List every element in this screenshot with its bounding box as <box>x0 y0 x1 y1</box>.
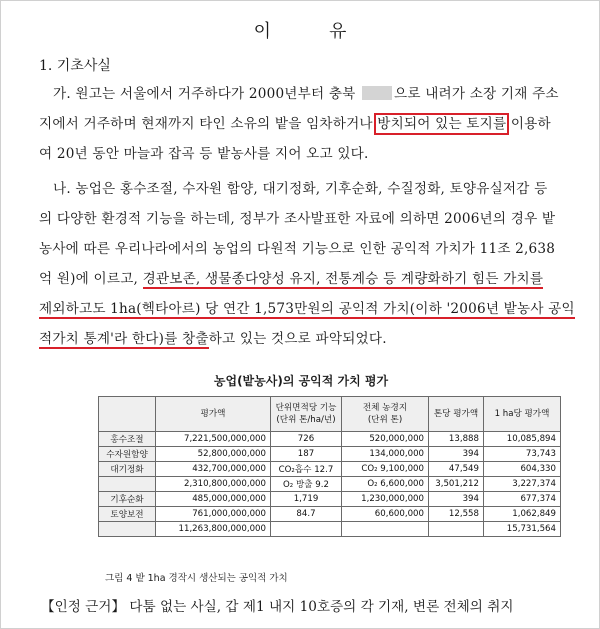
evidence-basis: 【인정 근거】 다툼 없는 사실, 갑 제1 내지 10호증의 각 기재, 변론 전체의 취지 <box>41 599 514 615</box>
table-cell <box>99 522 156 537</box>
underline-highlight: 제외하고도 1ha(헥타아르) 당 연간 1,573만원의 공익적 가치 <box>39 301 410 317</box>
para-na-line-4: 억 원)에 이르고, 경관보존, 생물종다양성 유지, 전통계승 등 계량화하기 힘든 가치를 <box>39 271 544 287</box>
page-title <box>1 17 600 43</box>
table-cell: 11,263,800,000,000 <box>156 522 271 537</box>
table-cell: 187 <box>271 447 342 462</box>
table-cell: 3,227,374 <box>484 477 561 492</box>
table-cell <box>99 477 156 492</box>
table-cell: 432,700,000,000 <box>156 462 271 477</box>
table-row <box>99 492 561 507</box>
header-cell: 1 ha당 평가액 <box>484 397 561 432</box>
table-cell: CO₂흡수 12.7 <box>271 462 342 477</box>
table-cell: 52,800,000,000 <box>156 447 271 462</box>
header-cell: 평가액 <box>156 397 271 432</box>
table-row <box>99 507 561 522</box>
table-cell: 홍수조절 <box>99 432 156 447</box>
table-cell: O₂ 6,600,000 <box>342 477 429 492</box>
para-na-line-1: 나. 농업은 홍수조절, 수자원 함양, 대기정화, 기후순화, 수질정화, 토양유실저감 등 <box>53 181 548 197</box>
table-header-row <box>99 397 561 432</box>
para-na-line-5: 제외하고도 1ha(헥타아르) 당 연간 1,573만원의 공익적 가치(이하 '2006년 밭농사 공익 <box>39 301 575 317</box>
paragraph-na <box>39 174 575 354</box>
para-ga-line-1: 가. 원고는 서울에서 거주하다가 2000년부터 충북 으로 내려가 소장 기재 주소 <box>53 86 559 102</box>
table-cell: 12,558 <box>429 507 484 522</box>
paragraph-ga <box>39 79 571 169</box>
para-na-line-3: 농사에 따른 우리나라에서의 농업의 다원적 기능으로 인한 공익적 가치가 11조 2,638 <box>39 241 556 257</box>
table-cell: 604,330 <box>484 462 561 477</box>
table-row <box>99 522 561 537</box>
table-cell: CO₂ 9,100,000 <box>342 462 429 477</box>
figure-caption: 그림 4 밭 1ha 경작시 생산되는 공익적 가치 <box>105 573 288 584</box>
table-cell: 726 <box>271 432 342 447</box>
table-cell: 1,230,000,000 <box>342 492 429 507</box>
table-cell: 84.7 <box>271 507 342 522</box>
header-cell: 톤당 평가액 <box>429 397 484 432</box>
table-cell: 677,374 <box>484 492 561 507</box>
title-char-1: 이 <box>253 21 273 42</box>
table-cell <box>429 522 484 537</box>
section-heading: 1. 기초사실 <box>39 58 111 74</box>
table-cell: 수자원함양 <box>99 447 156 462</box>
para-ga-line-3: 여 20년 동안 마늘과 잡곡 등 밭농사를 지어 오고 있다. <box>39 146 369 162</box>
table-cell: 73,743 <box>484 447 561 462</box>
table-cell: 2,310,800,000,000 <box>156 477 271 492</box>
table-row <box>99 432 561 447</box>
table-cell <box>271 522 342 537</box>
table-cell <box>342 522 429 537</box>
table-cell: 15,731,564 <box>484 522 561 537</box>
title-char-2: 유 <box>329 21 349 42</box>
table-cell: 394 <box>429 492 484 507</box>
table-cell: 7,221,500,000,000 <box>156 432 271 447</box>
table-cell: 520,000,000 <box>342 432 429 447</box>
table-cell: 47,549 <box>429 462 484 477</box>
table-cell: O₂ 방출 9.2 <box>271 477 342 492</box>
table-cell: 1,719 <box>271 492 342 507</box>
redaction-mask <box>362 86 392 100</box>
header-cell <box>99 397 156 432</box>
underline-highlight: 경관보존, 생물종다양성 유지, 전통계승 등 계량화하기 힘든 가치를 <box>142 271 544 287</box>
table-cell: 10,085,894 <box>484 432 561 447</box>
highlight-box: 방치되어 있는 토지를 <box>377 116 507 132</box>
table-cell: 대기정화 <box>99 462 156 477</box>
table-row <box>99 462 561 477</box>
header-cell: 전체 농경지 (단위 톤) <box>342 397 429 432</box>
table-cell: 485,000,000,000 <box>156 492 271 507</box>
table-cell: 3,501,212 <box>429 477 484 492</box>
table-row <box>99 447 561 462</box>
table-cell: 394 <box>429 447 484 462</box>
table-row <box>99 477 561 492</box>
para-na-line-6: 적가치 통계'라 한다)를 창출하고 있는 것으로 파악되었다. <box>39 331 387 347</box>
underline-highlight: 적가치 통계'라 한다)를 창출 <box>39 331 209 347</box>
table-cell: 761,000,000,000 <box>156 507 271 522</box>
value-table <box>98 396 561 537</box>
table-title: 농업(밭농사)의 공익적 가치 평가 <box>213 374 389 388</box>
table-cell: 134,000,000 <box>342 447 429 462</box>
table-cell: 1,062,849 <box>484 507 561 522</box>
header-cell: 단위면적당 기능 (단위 톤/ha/년) <box>271 397 342 432</box>
para-ga-line-2: 지에서 거주하며 현재까지 타인 소유의 밭을 임차하거나 방치되어 있는 토지를 이용하 <box>39 116 551 132</box>
table-cell: 기후순화 <box>99 492 156 507</box>
table-cell: 13,888 <box>429 432 484 447</box>
table-cell: 60,600,000 <box>342 507 429 522</box>
table-cell: 토양보전 <box>99 507 156 522</box>
para-na-line-2: 의 다양한 환경적 기능을 하는데, 정부가 조사발표한 자료에 의하면 2006년의 경우 밭 <box>39 211 556 227</box>
